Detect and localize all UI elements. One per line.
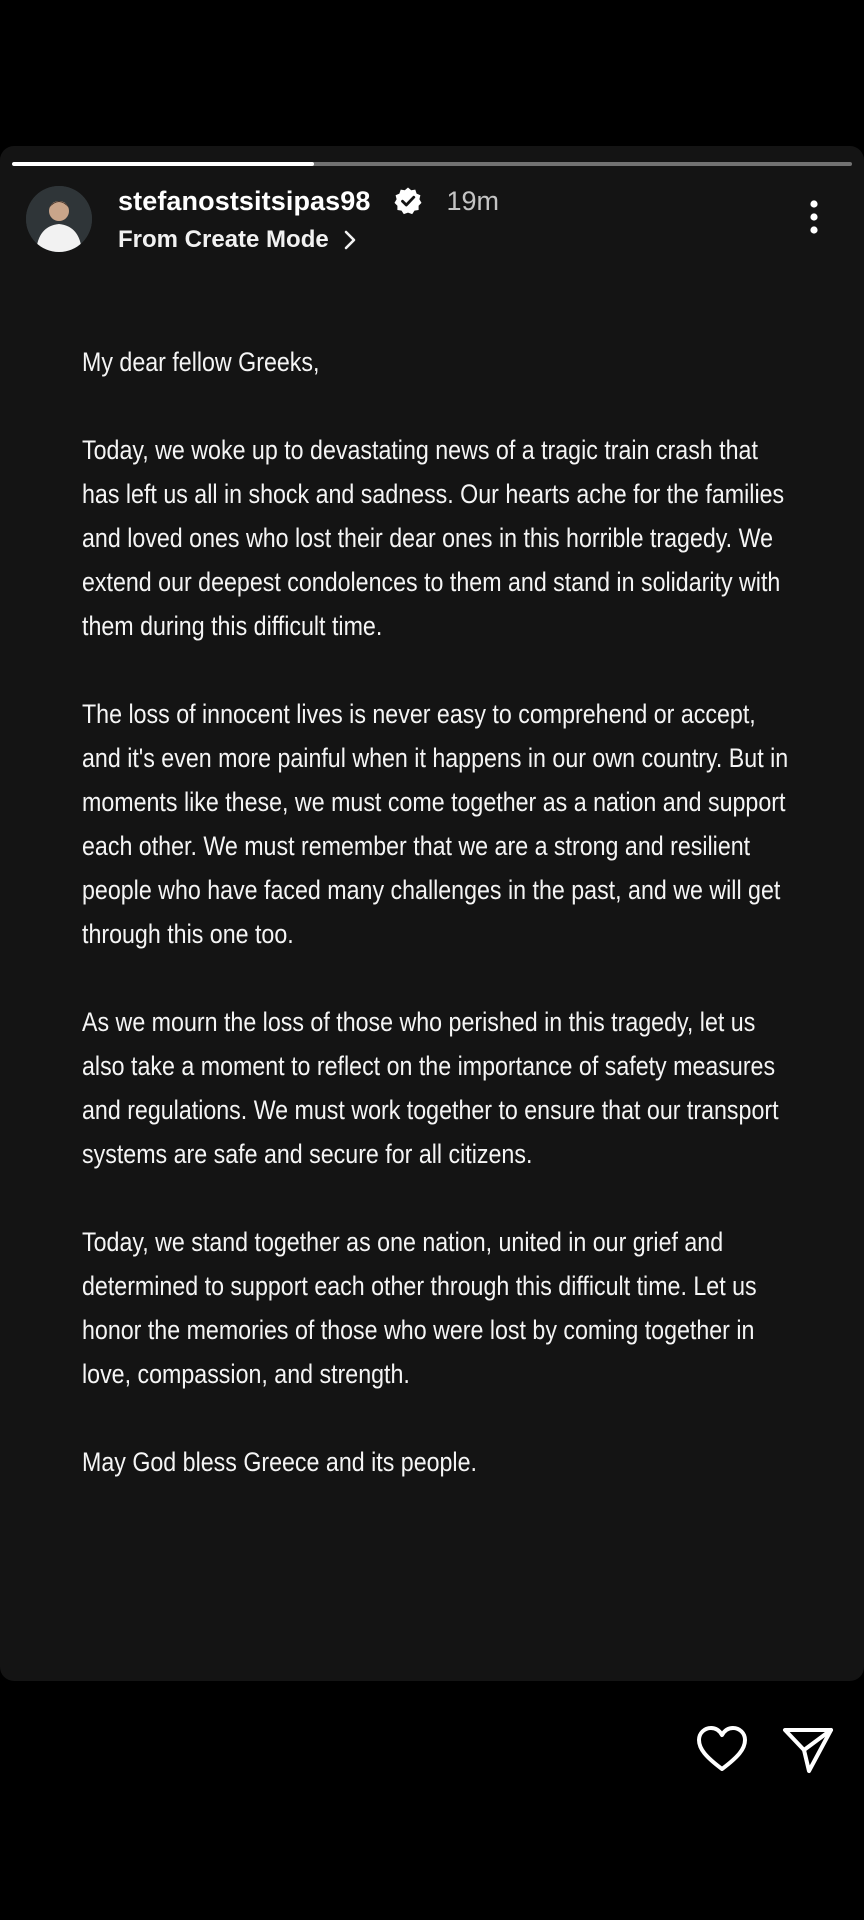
heart-icon <box>694 1722 750 1778</box>
message-paragraph: Today, we woke up to devastating news of a tragic train crash that has left us all in shock and sadness. Our hearts ache for the families and loved ones who lost their dear ones in this horrible tragedy. We extend our deepest condolences to them and stand in solidarity with them during this difficult time. <box>82 435 785 641</box>
message-paragraph: Today, we stand together as one nation, united in our grief and determined to support each other through this difficult time. Let us honor the memories of those who were lost by coming together in love, compassion, and strength. <box>82 1227 757 1389</box>
like-button[interactable] <box>694 1722 750 1778</box>
chevron-right-icon <box>341 228 359 252</box>
story-message <box>82 340 802 1528</box>
share-button[interactable] <box>780 1722 836 1778</box>
create-mode-link[interactable] <box>118 222 758 258</box>
timestamp: 19m <box>446 185 500 216</box>
message-paragraph: As we mourn the loss of those who perished in this tragedy, let us also take a moment to reflect on the importance of safety measures and regulations. We must work together to ensure that our transport systems are safe and secure for all citizens. <box>82 1007 779 1169</box>
story-footer <box>0 1722 864 1782</box>
message-paragraph: The loss of innocent lives is never easy to comprehend or accept, and it's even more painful when it happens in our own country. But in moments like these, we must come together as a nation and support each other. We must remember that we are a strong and resilient people who have faced many challenges in the past, and we will get through this one too. <box>82 699 789 949</box>
message-paragraph: May God bless Greece and its people. <box>82 1447 477 1477</box>
story-header <box>118 180 758 260</box>
verified-badge-icon <box>393 186 423 216</box>
username-row <box>118 180 758 222</box>
username[interactable]: stefanostsitsipas98 <box>118 185 371 216</box>
message-paragraph: My dear fellow Greeks, <box>82 347 320 377</box>
profile-avatar[interactable] <box>26 186 92 252</box>
story-progress-bar <box>12 162 852 166</box>
more-options-button[interactable] <box>794 196 834 245</box>
more-vertical-icon <box>794 196 834 240</box>
story-progress-fill <box>12 162 314 166</box>
subtitle: From Create Mode <box>118 226 329 253</box>
send-icon <box>780 1722 836 1778</box>
avatar-image <box>26 186 92 252</box>
